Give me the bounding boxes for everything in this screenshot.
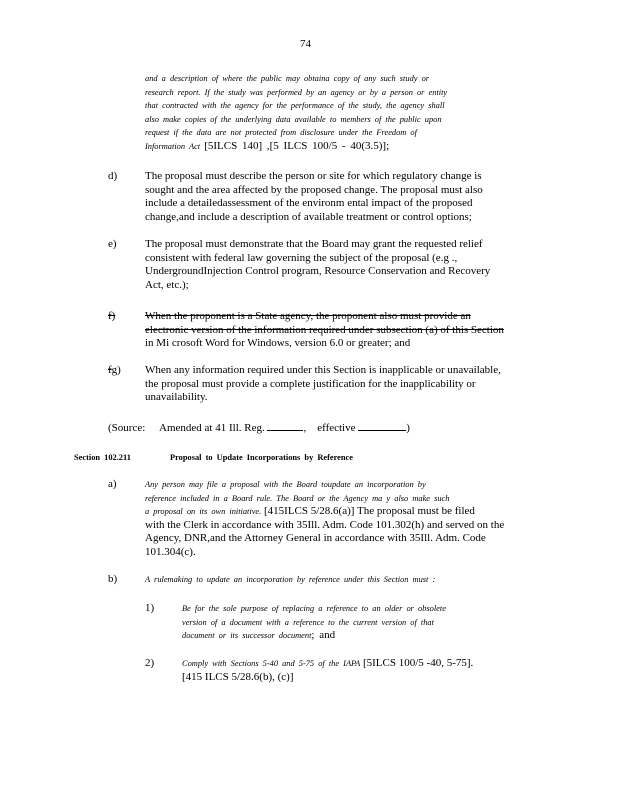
- page-number: 74: [300, 38, 311, 50]
- item-g-line: the proposal must provide a complete justification for the inapplicability or: [145, 377, 476, 390]
- item-f-line-deleted: When the proponent is a State agency, the proponent also must provide an: [145, 310, 471, 322]
- item-g-label-added: g): [111, 364, 121, 376]
- sub-a-line: 101.304(c).: [145, 545, 196, 558]
- item-f-text: [145, 310, 535, 351]
- item-e-line: consistent with federal law governing the subject of the proposal (e.g .,: [145, 251, 458, 264]
- source-blank-date: [358, 420, 406, 431]
- sub-b-item1-italic: document or its successor document: [182, 631, 312, 641]
- item-g-label-deleted: f: [108, 364, 112, 376]
- sub-b-item1-line: version of a document with a reference to the current version of that: [182, 617, 434, 627]
- item-g-label: [108, 364, 121, 378]
- intro-line: and a description of where the public may obtaina copy of any such study or: [145, 74, 430, 83]
- item-d-line: The proposal must describe the person or site for which regulatory change is: [145, 170, 482, 182]
- intro-line: that contracted with the agency for the performance of the study, the agency shall: [145, 101, 445, 111]
- item-f-label: f): [108, 310, 116, 322]
- item-e-line: Act, etc.);: [145, 278, 189, 291]
- source-amended: Amended at 41 Ill. Reg.: [159, 422, 265, 434]
- sub-a-line: reference included in a Board rule. The Board or the Agency ma y also make such: [145, 493, 450, 503]
- sub-a-cite: [415ILCS 5/28.6(a)] The proposal must be filed: [264, 505, 475, 518]
- intro-line: research report. If the study was performed by an agency or by a person or entity: [145, 87, 448, 97]
- item-g-text: [145, 364, 535, 405]
- intro-line: request if the data are not protected from disclosure under the Freedom of: [145, 128, 417, 138]
- sub-b-item2-line: [182, 657, 473, 671]
- source-close: ): [406, 422, 410, 434]
- item-d-line: change,and include a description of available treatment or control options;: [145, 210, 472, 223]
- intro-cite: [5ILCS 140] ,[5 ILCS 100/5 - 40(3.5)];: [204, 139, 390, 152]
- source-note: (Source: Amended at 41 Ill. Reg. , effective ): [108, 422, 410, 434]
- sub-a-label: a): [108, 478, 117, 490]
- sub-b-item2-line: [415 ILCS 5/28.6(b), (c)]: [182, 670, 294, 683]
- item-g-line: When any information required under this Section is inapplicable or unavailable,: [145, 364, 501, 376]
- sub-b-item1-line: Be for the sole purpose of replacing a reference to an older or obsolete: [182, 604, 446, 613]
- sub-a-line: [145, 505, 535, 519]
- source-label: (Source:: [108, 422, 146, 434]
- sub-a-text: [145, 478, 535, 560]
- item-e-label: e): [108, 238, 117, 250]
- sub-b-label: b): [108, 573, 118, 585]
- sub-b-item1-text: [182, 602, 446, 643]
- sub-b-intro: A rulemaking to update an incorporation by reference under this Section must :: [145, 575, 436, 584]
- source-blank-page: [267, 420, 303, 431]
- item-d-text: [145, 170, 525, 224]
- item-e-line: The proposal must demonstrate that the Board may grant the requested relief: [145, 238, 483, 250]
- intro-line: also make copies of the underlying data available to members of the public upon: [145, 114, 442, 124]
- sub-b-item1-line: [182, 629, 446, 643]
- intro-line: [145, 140, 447, 154]
- sub-b-item2-italic: Comply with Sections 5-40 and 5-75 of the IAPA: [182, 659, 361, 668]
- sub-b-item2-label: 2): [145, 657, 155, 669]
- sub-b-item2-text: [182, 657, 473, 684]
- intro-paragraph: [145, 72, 447, 154]
- source-effective: effective: [317, 422, 356, 434]
- sub-b-item1-label: 1): [145, 602, 155, 614]
- section-number: Section 102.211: [74, 453, 131, 462]
- sub-a-line: Any person may file a proposal with the Board toupdate an incorporation by: [145, 480, 426, 489]
- sub-a-italic: a proposal on its own initiative.: [145, 507, 262, 517]
- sub-b-item2-cite: [5ILCS 100/5 -40, 5-75].: [362, 657, 474, 669]
- item-f-line-deleted: electronic version of the information required under subsection (a) of this Section: [145, 323, 504, 336]
- item-d-line: include a detailedassessment of the environm ental impact of the proposed: [145, 197, 473, 210]
- intro-italic: Information Act: [145, 141, 201, 151]
- sub-b-item1-rest: ; and: [311, 629, 336, 642]
- item-g-line: unavailability.: [145, 391, 208, 404]
- sub-a-line: with the Clerk in accordance with 35Ill. Adm. Code 101.302(h) and served on the: [145, 518, 505, 531]
- item-d-line: sought and the area affected by the proposed change. The proposal must also: [145, 183, 483, 196]
- item-e-line: UndergroundInjection Control program, Resource Conservation and Recovery: [145, 265, 491, 278]
- sub-a-line: Agency, DNR,and the Attorney General in accordance with 35Ill. Adm. Code: [145, 532, 486, 545]
- item-d-label: d): [108, 170, 118, 182]
- item-f-line: in Mi crosoft Word for Windows, version 6.0 or greater; and: [145, 337, 411, 350]
- item-e-text: [145, 238, 525, 292]
- section-title: Proposal to Update Incorporations by Reference: [170, 453, 353, 462]
